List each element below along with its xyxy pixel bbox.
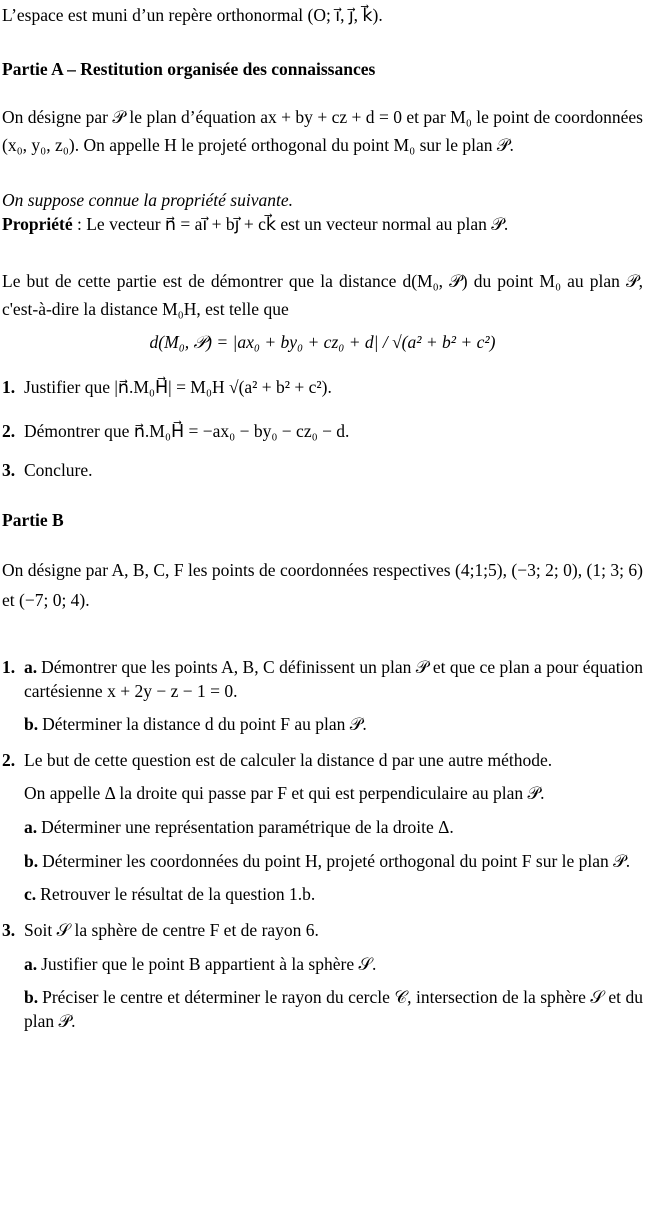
question-body (24, 749, 643, 907)
distance-formula: d(M₀, 𝒫) = |ax₀ + by₀ + cz₀ + d| / √(a² + b² + c²) (149, 331, 496, 352)
property-label: Propriété (2, 213, 73, 234)
part-a-paragraph-1: On désigne par 𝒫 le plan d’équation ax + by + cz + d = 0 et par M₀ le point de coordonnées (x₀, y₀, z₀). On appelle H le projeté orthogonal du point M₀ sur le plan 𝒫. (2, 107, 643, 156)
part-a-title: Partie A – Restitution organisée des connaissances (2, 58, 376, 79)
question-1b (24, 713, 643, 737)
question-number: 1. (2, 377, 16, 398)
sub-text: Déterminer la distance d du point F au plan 𝒫. (42, 714, 367, 735)
question-2b (24, 850, 643, 874)
question-2c (24, 883, 643, 907)
part-a-assumption: On suppose connue la propriété suivante. (2, 190, 293, 211)
part-a-paragraph-2: Le but de cette partie est de démontrer que la distance d(M₀, 𝒫) du point M₀ au plan 𝒫, c'est-à-dire la distance M₀H, est telle que (2, 270, 643, 319)
part-b-title: Partie B (2, 510, 64, 530)
sub-label: c. (24, 884, 37, 905)
question-number: 3. (2, 919, 16, 940)
sub-text: Retrouver le résultat de la question 1.b. (40, 884, 316, 905)
sub-label: b. (24, 850, 39, 871)
sub-label: a. (24, 656, 38, 677)
question-number: 2. (2, 420, 16, 441)
question-number: 1. (2, 656, 16, 677)
question-2a (24, 816, 643, 840)
part-a-question-2 (2, 420, 643, 444)
question-text: Conclure. (24, 460, 93, 481)
sub-text: Justifier que le point B appartient à la sphère 𝒮. (41, 953, 377, 974)
question-2-intro: On appelle Δ la droite qui passe par F et qui est perpendiculaire au plan 𝒫. (24, 783, 545, 804)
sub-label: b. (24, 987, 39, 1008)
question-2-text: Le but de cette question est de calculer la distance d par une autre méthode. (24, 749, 553, 770)
question-number: 2. (2, 749, 16, 770)
question-1a (24, 656, 643, 703)
part-a-property (2, 213, 643, 237)
intro-text: L’espace est muni d’un repère orthonormal (O; i⃗, j⃗, k⃗). (2, 5, 383, 25)
question-3-text: Soit 𝒮 la sphère de centre F et de rayon 6. (24, 919, 319, 940)
part-b-paragraph-1: On désigne par A, B, C, F les points de coordonnées respectives (4;1;5), (−3; 2; 0), (1; 3; 6) et (−7; 0; 4). (2, 559, 643, 611)
sub-text: Déterminer les coordonnées du point H, projeté orthogonal du point F sur le plan 𝒫. (42, 850, 631, 871)
sub-label: a. (24, 817, 38, 837)
part-b-question-1 (2, 656, 643, 737)
sub-label: b. (24, 714, 39, 735)
part-a-question-3 (2, 459, 643, 483)
sub-text: Préciser le centre et déterminer le rayon du cercle 𝒞, intersection de la sphère 𝒮 et du plan 𝒫. (24, 987, 643, 1031)
part-b-question-2 (2, 749, 643, 907)
question-text: Démontrer que n⃗.M₀H⃗ = −ax₀ − by₀ − cz₀ − d. (24, 420, 350, 441)
sub-label: a. (24, 953, 38, 974)
question-text: Justifier que |n⃗.M₀H⃗| = M₀H √(a² + b² + c²). (24, 377, 332, 398)
question-number: 3. (2, 460, 16, 481)
question-body (24, 919, 643, 1034)
part-a-question-1 (2, 376, 643, 400)
property-text: : Le vecteur n⃗ = ai⃗ + bj⃗ + ck⃗ est un vecteur normal au plan 𝒫. (72, 213, 509, 234)
part-b-question-3 (2, 919, 643, 1034)
question-body (24, 656, 643, 737)
question-3a (24, 953, 643, 977)
sub-text: Démontrer que les points A, B, C définissent un plan 𝒫 et que ce plan a pour équation cartésienne x + 2y − z − 1 = 0. (24, 656, 643, 701)
question-3b (24, 986, 643, 1033)
sub-text: Déterminer une représentation paramétrique de la droite Δ. (41, 817, 454, 837)
